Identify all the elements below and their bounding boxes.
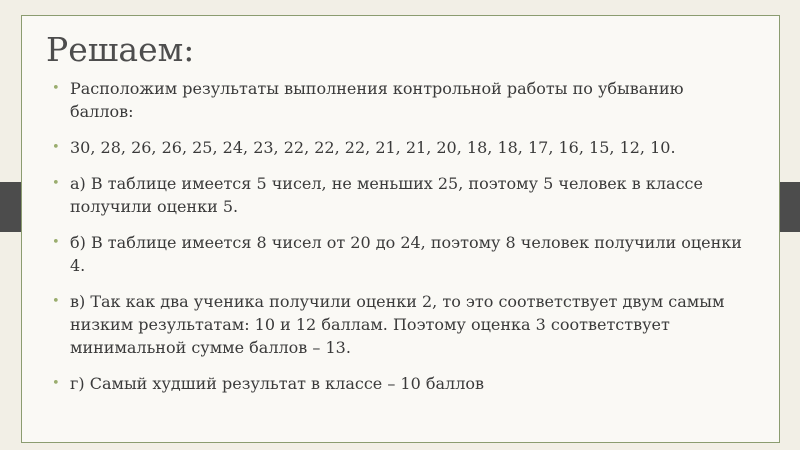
bullet-item bbox=[52, 172, 752, 218]
bullet-dot-icon: • bbox=[52, 81, 60, 96]
bullet-item bbox=[52, 231, 752, 277]
bullet-text: в) Так как два ученика получили оценки 2, то это соответствует двум самым низким результатам: 10 и 12 баллам. Поэтому оценка 3 соответствует минимальной сумме баллов – 13. bbox=[70, 292, 725, 357]
bullet-dot-icon: • bbox=[52, 140, 60, 155]
bullet-item bbox=[52, 77, 752, 123]
bullet-item bbox=[52, 372, 752, 395]
bullet-text: Расположим результаты выполнения контрольной работы по убыванию баллов: bbox=[70, 79, 684, 121]
slide-content bbox=[52, 77, 752, 408]
slide-title: Решаем: bbox=[46, 30, 195, 69]
bullet-item bbox=[52, 136, 752, 159]
bullet-dot-icon: • bbox=[52, 235, 60, 250]
bullet-text: а) В таблице имеется 5 чисел, не меньших 25, поэтому 5 человек в классе получили оценки 5. bbox=[70, 174, 703, 216]
bullet-dot-icon: • bbox=[52, 376, 60, 391]
bullet-text: б) В таблице имеется 8 чисел от 20 до 24, поэтому 8 человек получили оценки 4. bbox=[70, 233, 742, 275]
bullet-text: 30, 28, 26, 26, 25, 24, 23, 22, 22, 22, 21, 21, 20, 18, 18, 17, 16, 15, 12, 10. bbox=[70, 138, 676, 157]
bullet-dot-icon: • bbox=[52, 176, 60, 191]
bullet-item bbox=[52, 290, 752, 359]
bullet-dot-icon: • bbox=[52, 294, 60, 309]
bullet-text: г) Самый худший результат в классе – 10 баллов bbox=[70, 374, 484, 393]
